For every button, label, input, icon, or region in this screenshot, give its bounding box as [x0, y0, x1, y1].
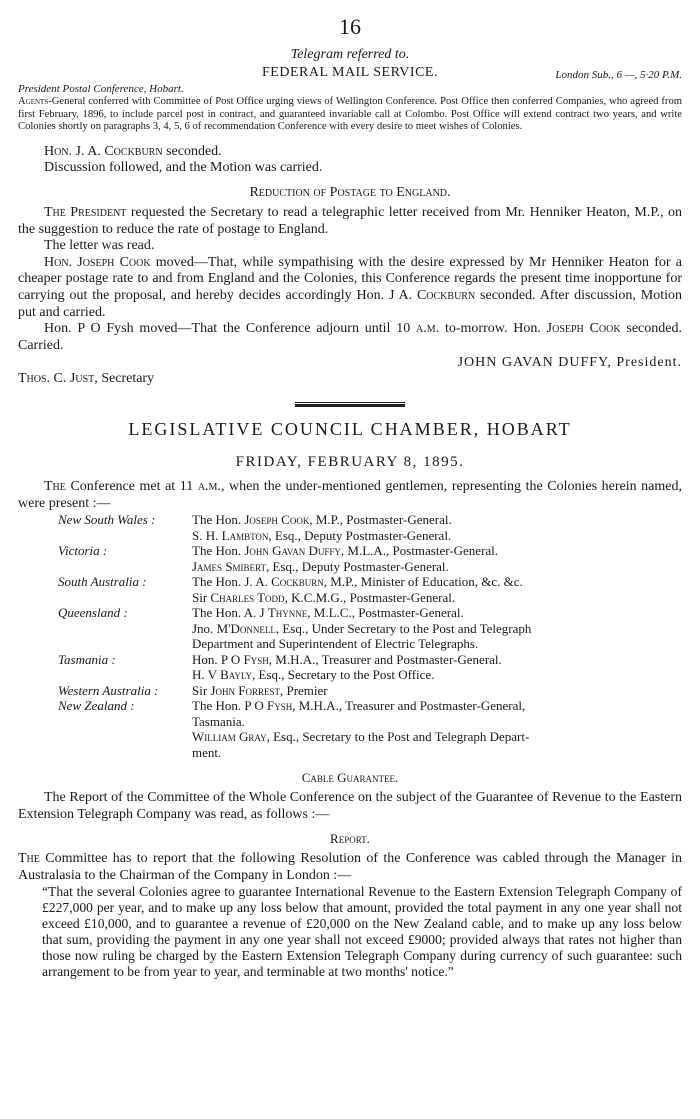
- report-intro: [18, 851, 682, 884]
- member-row: [58, 528, 658, 544]
- reduction-p4-name: Hon. P O Fysh: [44, 321, 134, 337]
- meeting-intro: [18, 479, 682, 512]
- member-row: [58, 714, 658, 730]
- colony-label: Queensland :: [58, 605, 128, 621]
- member-prefix: The Hon.: [192, 512, 245, 528]
- reduction-p1-text: requested the Secretary to read a telegraphic letter received from Mr. Henniker Heaton, M.P., on the suggestion to reduce the rate of postage to England.: [18, 204, 683, 237]
- member-prefix: Sir: [192, 589, 211, 605]
- member-entry: [192, 698, 658, 714]
- cable-text: The Report of the Committee of the Whole Conference on the subject of the Guarantee of Revenue to the Eastern Extension Telegraph Company was read, as follows :—: [18, 790, 682, 822]
- telegram-origin: London Sub., 6 —, 5·20 P.M.: [555, 69, 682, 81]
- reduction-president: The President: [44, 204, 127, 220]
- member-name: James Smibert: [192, 558, 267, 574]
- member-row: [58, 667, 658, 683]
- member-prefix: The Hon. P O: [192, 698, 267, 714]
- report-the: The: [18, 851, 40, 867]
- member-row: [58, 683, 658, 699]
- member-entry: [192, 729, 658, 745]
- telegram-body: [18, 96, 682, 134]
- report-intro-text: Committee has to report that the following Resolution of the Conference was cabled through the Manager in Australasia to the Chairman of the Company in London :—: [18, 851, 682, 883]
- colony-label: [58, 590, 192, 606]
- member-entry: [192, 683, 658, 699]
- member-prefix: S. H.: [192, 527, 222, 543]
- member-title: , M.L.C., Postmaster-General.: [307, 605, 464, 621]
- seconded-line: [18, 144, 682, 161]
- reduction-p4-mid2: to-morrow. Hon.: [439, 321, 547, 337]
- member-name: Fysh: [267, 698, 293, 714]
- intro-am: a.m.: [197, 478, 221, 494]
- section-divider: [295, 402, 405, 407]
- seconded-name: Hon. J. A. Cockburn: [44, 143, 163, 159]
- member-row: [58, 543, 658, 559]
- resolution-quote: “That the several Colonies agree to guarantee International Revenue to the Eastern Extension Telegraph Company of £227,000 per year, and to make up any loss below that amount, provided the total payment in any one year shall not exceed £10,000, and to guarantee a revenue of £20,000 on the New Zealand cable, and to make up any loss below that sum, providing the payment in any one year shall not exceed £9000; provided always that rates not higher than those now ruling be charged by the Eastern Extension Telegraph Company during currency of such guarantee: such arrangement to be from year to year, and terminable at two months' notice.”: [42, 884, 682, 980]
- reduction-para-3: [18, 255, 682, 321]
- member-entry: [192, 714, 658, 730]
- reduction-p3-end: seconded. After discussion, Motion put and carried.: [18, 287, 683, 320]
- member-title: , M.H.A., Treasurer and Postmaster-General.: [268, 651, 502, 667]
- colony-label: [58, 528, 192, 544]
- telegram-agents: Agents: [18, 96, 49, 107]
- members-table: [58, 512, 658, 760]
- member-entry: [192, 528, 658, 544]
- member-row: [58, 698, 658, 714]
- member-title: Tasmania.: [192, 713, 245, 729]
- member-name: M'Donnell: [216, 620, 276, 636]
- colony-label: [58, 559, 192, 575]
- member-title: , Esq., Secretary to the Post Office.: [252, 667, 435, 683]
- member-title: , M.P., Minister of Education, &c. &c.: [323, 574, 523, 590]
- page-number: 16: [339, 14, 361, 39]
- member-entry: [192, 590, 658, 606]
- reduction-p3-name2: Cockburn: [416, 287, 476, 303]
- colony-label: [58, 621, 192, 637]
- member-title: , M.P., Postmaster-General.: [309, 512, 452, 528]
- secretary-name: Thos. C. Just: [18, 371, 95, 387]
- member-entry: [192, 621, 658, 637]
- report-heading: Report.: [330, 831, 370, 847]
- member-entry: [192, 636, 658, 652]
- member-row: [58, 636, 658, 652]
- member-entry: [192, 745, 658, 761]
- member-prefix: Sir: [192, 682, 211, 698]
- member-row: [58, 652, 658, 668]
- member-name: Bayly: [220, 667, 253, 683]
- member-prefix: H. V: [192, 667, 221, 683]
- intro-the: The: [44, 478, 66, 494]
- reduction-para-4: [18, 321, 682, 354]
- cable-heading: Cable Guarantee.: [301, 770, 399, 786]
- secretary-line: [18, 371, 682, 388]
- member-name: Cockburn: [271, 574, 324, 590]
- member-name: Charles Todd: [210, 589, 285, 605]
- chamber-heading: LEGISLATIVE COUNCIL CHAMBER, HOBART: [128, 418, 572, 439]
- member-row: [58, 574, 658, 590]
- member-prefix: The Hon.: [192, 543, 245, 559]
- intro-text2: , when the under-mentioned gentlemen, representing the Colonies herein named, were present :—: [18, 478, 682, 511]
- reduction-heading: Reduction of Postage to England.: [249, 184, 451, 200]
- member-name: John Forrest: [210, 682, 280, 698]
- colony-label: New South Wales :: [58, 512, 156, 528]
- member-name: Joseph Cook: [244, 512, 310, 528]
- reduction-p3-mid: moved—That, while sympathising with the desire expressed by Mr Henniker Heaton for a cheaper postage rate to and from England and the Colonies, this Conference regards the present time inopportune for carrying out the proposal, and hereby decides accordingly Hon. J A.: [18, 254, 682, 303]
- member-prefix: Jno.: [192, 620, 217, 636]
- reduction-p4-end: seconded. Carried.: [18, 321, 682, 353]
- members-body: [58, 512, 658, 760]
- colony-label: Tasmania :: [58, 651, 116, 667]
- colony-label: Western Australia :: [58, 682, 159, 698]
- reduction-para-2: The letter was read.: [44, 238, 155, 254]
- member-row: [58, 605, 658, 621]
- reduction-p4-mid: moved—That the Conference adjourn until 10: [133, 321, 417, 337]
- member-prefix: The Hon. A. J: [192, 605, 268, 621]
- colony-label: South Australia :: [58, 574, 147, 590]
- member-entry: [192, 559, 658, 575]
- member-entry: [192, 512, 658, 528]
- telegram-heading: Telegram referred to.: [290, 47, 410, 62]
- federal-mail-service-heading: FEDERAL MAIL SERVICE.: [262, 65, 438, 80]
- member-title: , K.C.M.G., Postmaster-General.: [284, 589, 456, 605]
- colony-label: Victoria :: [58, 543, 108, 559]
- member-row: [58, 512, 658, 528]
- colony-label: [58, 636, 192, 652]
- reduction-p3-name: Hon. Joseph Cook: [44, 254, 151, 270]
- member-entry: [192, 652, 658, 668]
- reduction-p4-am: a.m.: [416, 321, 440, 337]
- member-title: Department and Superintendent of Electric Telegraphs.: [192, 636, 479, 652]
- telegram-addressee: President Postal Conference, Hobart.: [18, 83, 184, 95]
- colony-label: New Zealand :: [58, 698, 135, 714]
- president-signature: JOHN GAVAN DUFFY, President.: [457, 355, 682, 371]
- document-page: [18, 14, 682, 980]
- member-title: , Esq., Deputy Postmaster-General.: [266, 558, 449, 574]
- intro-text: Conference met at 11: [65, 478, 198, 494]
- colony-label: [58, 729, 192, 745]
- member-entry: [192, 543, 658, 559]
- member-row: [58, 590, 658, 606]
- secretary-rest: , Secretary: [94, 371, 155, 387]
- member-title: , Premier: [279, 682, 328, 698]
- colony-label: [58, 667, 192, 683]
- seconded-rest: seconded.: [162, 143, 222, 159]
- member-name: Fysh: [243, 651, 269, 667]
- member-entry: [192, 605, 658, 621]
- colony-label: [58, 745, 192, 761]
- member-row: [58, 559, 658, 575]
- member-entry: [192, 574, 658, 590]
- member-title: , M.H.A., Treasurer and Postmaster-General,: [292, 698, 526, 714]
- discussion-line: Discussion followed, and the Motion was carried.: [44, 160, 323, 176]
- member-name: John Gavan Duffy: [244, 543, 341, 559]
- meeting-date: FRIDAY, FEBRUARY 8, 1895.: [235, 453, 465, 470]
- colony-label: [58, 714, 192, 730]
- member-entry: [192, 667, 658, 683]
- member-title: , Esq., Under Secretary to the Post and Telegraph: [275, 620, 532, 636]
- member-row: [58, 729, 658, 745]
- member-title: , Esq., Deputy Postmaster-General.: [268, 527, 452, 543]
- member-prefix: The Hon. J. A.: [192, 574, 272, 590]
- member-row: [58, 621, 658, 637]
- reduction-para-1: [18, 205, 682, 238]
- reduction-p4-name2: Joseph Cook: [546, 321, 621, 337]
- member-name: Thynne: [267, 605, 308, 621]
- member-row: [58, 745, 658, 761]
- member-title: ment.: [192, 744, 222, 760]
- member-name: Lambton: [221, 527, 269, 543]
- member-title: , M.L.A., Postmaster-General.: [340, 543, 499, 559]
- member-name: William Gray: [192, 729, 267, 745]
- member-prefix: Hon. P O: [192, 651, 244, 667]
- member-title: , Esq., Secretary to the Post and Telegraph Depart-: [266, 729, 530, 745]
- telegram-text: -General conferred with Committee of Post Office urging views of Wellington Conference. Post Office then conferred Companies, who agreed from first February, 1896, to include parcel post in contract, and guaranteed invariable call at Colombo. Post Office will extend contract two years, and write Colonies shortly on paragraphs 3, 4, 5, 6 of recommendation Conference with every desire to meet wishes of Colonies.: [18, 96, 682, 133]
